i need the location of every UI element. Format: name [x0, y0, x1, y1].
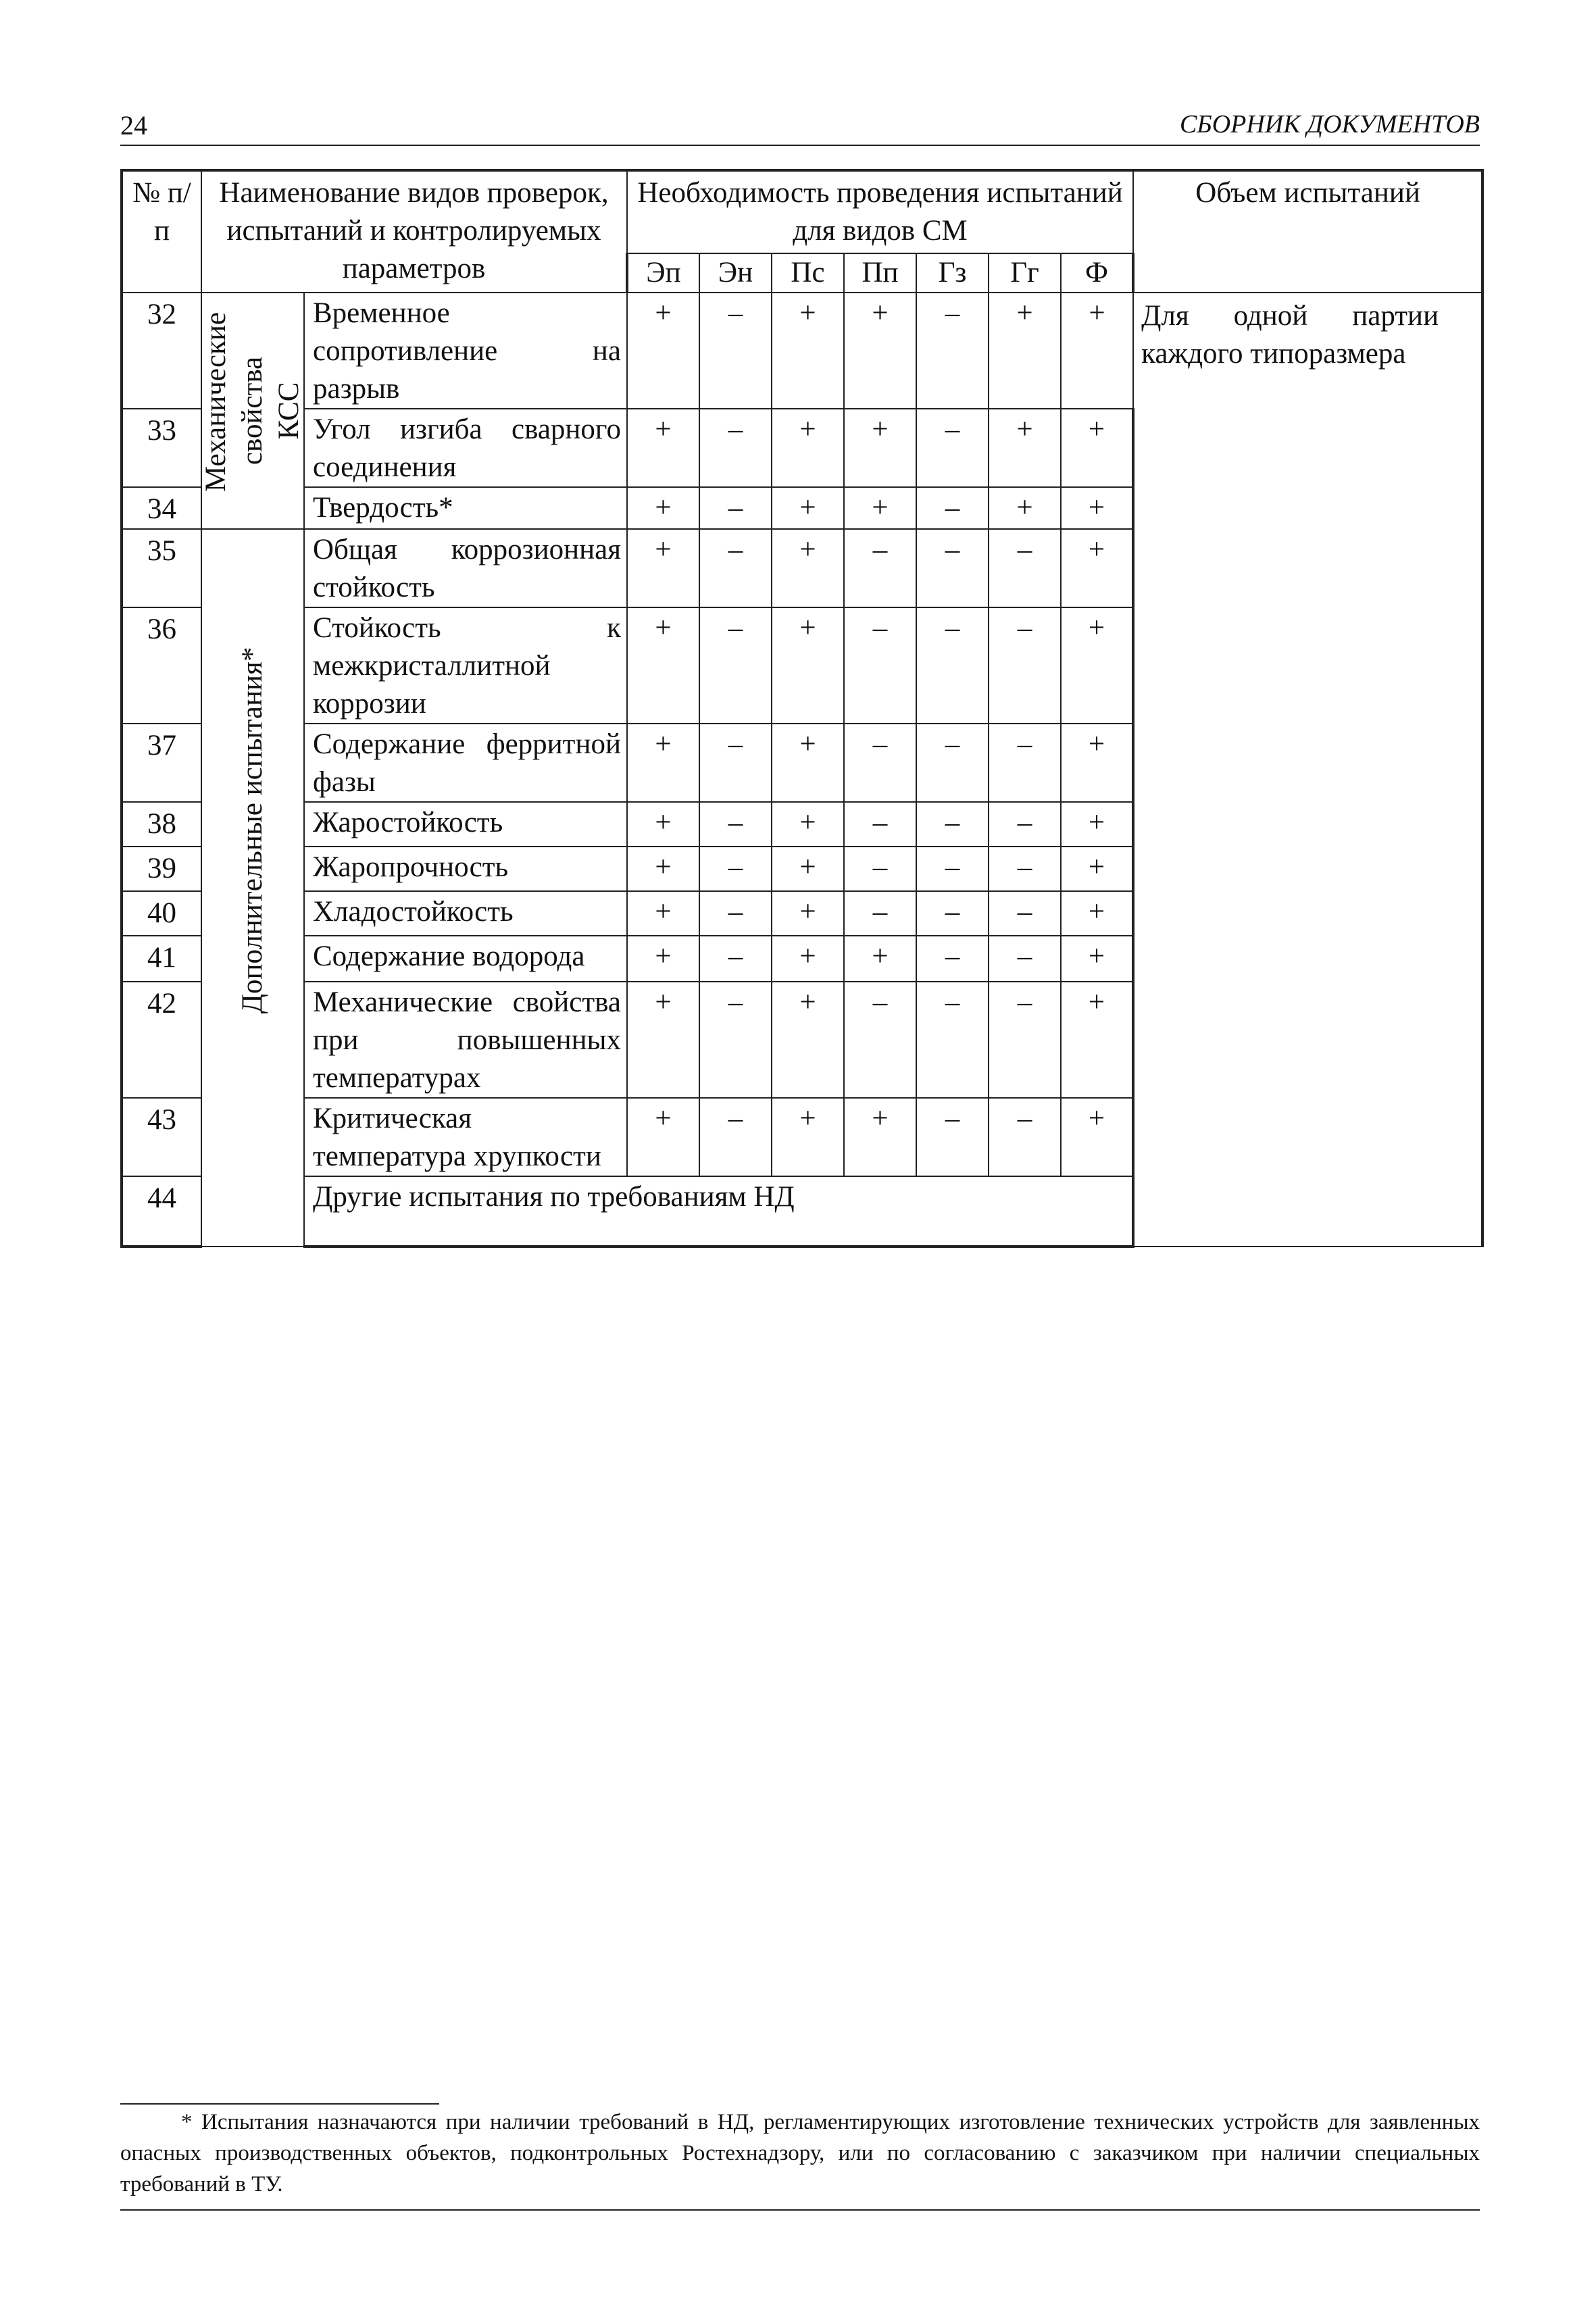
test-name: Стойкость к межкристаллитной коррозии: [304, 607, 627, 724]
mark-Эп: +: [627, 724, 699, 802]
header-type-4: Гз: [916, 253, 989, 293]
test-name: Угол изгиба сварного соединения: [304, 409, 627, 487]
mark-Пп: –: [844, 982, 916, 1098]
mark-Гз: –: [916, 891, 989, 936]
mark-Эн: –: [699, 1098, 772, 1176]
mark-Эн: –: [699, 847, 772, 891]
footnote: * Испытания назначаются при наличии требований в НД, регламентирующих изготовление технических устройств для заявленных опасных производственных объектов, подконтрольных Ростехнадзору, или по согласованию с заказчиком при наличии специальных требований в ТУ.: [120, 2110, 1480, 2196]
mark-Гг: –: [989, 847, 1061, 891]
mark-Гг: +: [989, 293, 1061, 409]
mark-Гз: –: [916, 982, 989, 1098]
mark-Ф: +: [1061, 982, 1133, 1098]
test-name: Другие испытания по требованиям НД: [304, 1176, 1133, 1247]
mark-Гг: –: [989, 1098, 1061, 1176]
mark-Эн: –: [699, 293, 772, 409]
mark-Пп: –: [844, 529, 916, 607]
row-number: 35: [122, 529, 201, 607]
test-name: Хладостойкость: [304, 891, 627, 936]
test-name: Содержание ферритной фазы: [304, 724, 627, 802]
mark-Пп: –: [844, 607, 916, 724]
mark-Гг: +: [989, 409, 1061, 487]
mark-Гз: –: [916, 409, 989, 487]
mark-Гг: –: [989, 891, 1061, 936]
mark-Эн: –: [699, 607, 772, 724]
mark-Эп: +: [627, 529, 699, 607]
test-name: Механические свойства при повышенных температурах: [304, 982, 627, 1098]
test-name: Содержание водорода: [304, 936, 627, 982]
volume-cell: [1133, 293, 1482, 1247]
mark-Пп: +: [844, 487, 916, 529]
mark-Гз: –: [916, 936, 989, 982]
mark-Пс: +: [772, 891, 844, 936]
test-name: Жаропрочность: [304, 847, 627, 891]
mark-Гг: –: [989, 529, 1061, 607]
mark-Эп: +: [627, 891, 699, 936]
mark-Эн: –: [699, 936, 772, 982]
mark-Пп: +: [844, 936, 916, 982]
mark-Эп: +: [627, 607, 699, 724]
header-row: [122, 170, 1482, 253]
mark-Эн: –: [699, 891, 772, 936]
mark-Пс: +: [772, 802, 844, 847]
row-number: 34: [122, 487, 201, 529]
row-number: 38: [122, 802, 201, 847]
mark-Эн: –: [699, 982, 772, 1098]
mark-Пп: +: [844, 409, 916, 487]
header-name: Наименование видов проверок, испытаний и контролируемых параметров: [201, 170, 627, 293]
volume-text: Для одной партии каждого типоразмера: [1141, 300, 1439, 370]
mark-Эп: +: [627, 802, 699, 847]
group-mechanical: [201, 293, 304, 529]
tests-table: [120, 169, 1484, 1248]
mark-Пп: –: [844, 891, 916, 936]
row-number: 39: [122, 847, 201, 891]
mark-Гг: –: [989, 607, 1061, 724]
mark-Гз: –: [916, 529, 989, 607]
header-num: № п/п: [122, 170, 201, 293]
footnote-divider: [120, 2103, 439, 2105]
mark-Эп: +: [627, 1098, 699, 1176]
header-type-3: Пп: [844, 253, 916, 293]
header-type-6: Ф: [1061, 253, 1133, 293]
mark-Пп: +: [844, 1098, 916, 1176]
mark-Ф: +: [1061, 891, 1133, 936]
row-number: 33: [122, 409, 201, 487]
mark-Пс: +: [772, 487, 844, 529]
header-type-1: Эн: [699, 253, 772, 293]
mark-Эп: +: [627, 409, 699, 487]
test-name: Жаростойкость: [304, 802, 627, 847]
group-additional: [201, 529, 304, 1247]
group-mechanical-label: Механические свойства КСС: [200, 311, 305, 492]
mark-Эн: –: [699, 724, 772, 802]
mark-Ф: +: [1061, 847, 1133, 891]
mark-Ф: +: [1061, 607, 1133, 724]
test-name: Общая коррозионная стойкость: [304, 529, 627, 607]
mark-Эн: –: [699, 487, 772, 529]
row-number: 36: [122, 607, 201, 724]
group-additional-label: Дополнительные испытания*: [236, 647, 268, 1014]
mark-Гг: –: [989, 936, 1061, 982]
running-title: СБОРНИК ДОКУМЕНТОВ: [1179, 110, 1480, 139]
mark-Пс: +: [772, 409, 844, 487]
mark-Пп: –: [844, 724, 916, 802]
mark-Гг: –: [989, 724, 1061, 802]
mark-Эн: –: [699, 409, 772, 487]
mark-Пс: +: [772, 1098, 844, 1176]
mark-Эп: +: [627, 293, 699, 409]
row-number: 37: [122, 724, 201, 802]
mark-Ф: +: [1061, 936, 1133, 982]
mark-Пс: +: [772, 724, 844, 802]
mark-Гз: –: [916, 1098, 989, 1176]
bottom-divider: [120, 2209, 1480, 2211]
row-number: 43: [122, 1098, 201, 1176]
header-volume: Объем испытаний: [1133, 170, 1482, 293]
mark-Эп: +: [627, 487, 699, 529]
table-body: [122, 170, 1482, 1247]
mark-Пс: +: [772, 607, 844, 724]
mark-Эп: +: [627, 847, 699, 891]
test-name: Временное сопротивление на разрыв: [304, 293, 627, 409]
mark-Эп: +: [627, 936, 699, 982]
mark-Пп: –: [844, 847, 916, 891]
mark-Ф: +: [1061, 802, 1133, 847]
mark-Ф: +: [1061, 409, 1133, 487]
mark-Эп: +: [627, 982, 699, 1098]
mark-Гз: –: [916, 607, 989, 724]
table-row: [122, 293, 1482, 409]
header-type-0: Эп: [627, 253, 699, 293]
mark-Гз: –: [916, 847, 989, 891]
header-type-5: Гг: [989, 253, 1061, 293]
mark-Гз: –: [916, 802, 989, 847]
mark-Гз: –: [916, 293, 989, 409]
header-type-2: Пс: [772, 253, 844, 293]
mark-Ф: +: [1061, 529, 1133, 607]
row-number: 44: [122, 1176, 201, 1247]
mark-Эн: –: [699, 529, 772, 607]
row-number: 41: [122, 936, 201, 982]
page-header: [120, 107, 1480, 146]
mark-Гг: –: [989, 802, 1061, 847]
mark-Гг: –: [989, 982, 1061, 1098]
mark-Гз: –: [916, 487, 989, 529]
mark-Гг: +: [989, 487, 1061, 529]
row-number: 40: [122, 891, 201, 936]
mark-Пс: +: [772, 529, 844, 607]
mark-Пс: +: [772, 982, 844, 1098]
mark-Ф: +: [1061, 724, 1133, 802]
mark-Ф: +: [1061, 487, 1133, 529]
mark-Пс: +: [772, 293, 844, 409]
mark-Пс: +: [772, 847, 844, 891]
row-number: 32: [122, 293, 201, 409]
mark-Пс: +: [772, 936, 844, 982]
mark-Ф: +: [1061, 293, 1133, 409]
row-number: 42: [122, 982, 201, 1098]
header-necessity: Необходимость проведения испытаний для видов СМ: [627, 170, 1133, 253]
mark-Ф: +: [1061, 1098, 1133, 1176]
mark-Пп: +: [844, 293, 916, 409]
mark-Пп: –: [844, 802, 916, 847]
page-number: 24: [120, 110, 147, 141]
mark-Гз: –: [916, 724, 989, 802]
test-name: Критическая температура хрупкости: [304, 1098, 627, 1176]
mark-Эн: –: [699, 802, 772, 847]
test-name: Твердость*: [304, 487, 627, 529]
